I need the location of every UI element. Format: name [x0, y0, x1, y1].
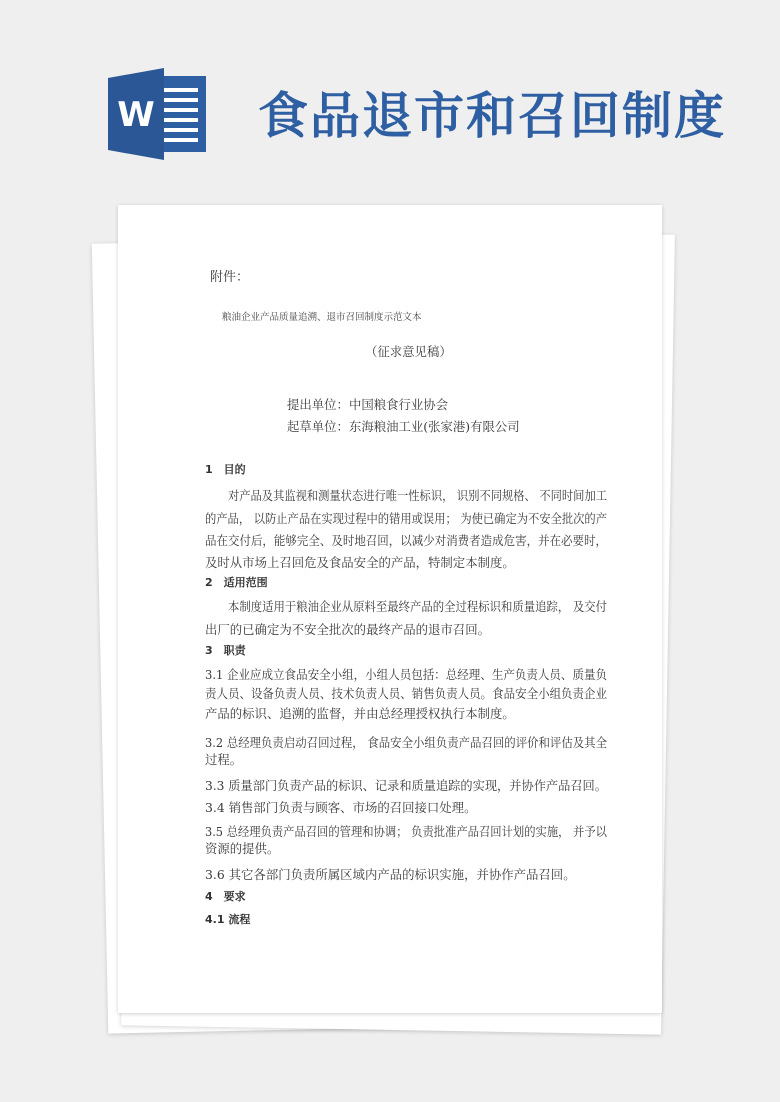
paragraph-line: 的产品， 以防止产品在实现过程中的错用或误用； 为使已确定为不安全批次的产	[205, 511, 607, 526]
paragraph-line: 责人员、设备负责人员、技术负责人员、销售负责人员。食品安全小组负责企业	[205, 686, 607, 701]
word-icon	[108, 68, 208, 160]
section-heading: 1 目的	[205, 463, 246, 476]
paragraph-line: 3.4 销售部门负责与顾客、市场的召回接口处理。	[205, 800, 477, 815]
section-heading: 4 要求	[205, 890, 246, 903]
paragraph-line: 出厂的已确定为不安全批次的最终产品的退市召回。	[205, 622, 490, 637]
section-heading: 4.1 流程	[205, 913, 251, 926]
paragraph-line: 资源的提供。	[205, 841, 280, 856]
paragraph-line: 过程。	[205, 752, 243, 767]
page-title: 食品退市和召回制度	[258, 86, 726, 145]
paragraph-line: 品在交付后，能够完全、及时地召回，以减少对消费者造成危害，并在必要时，	[205, 533, 607, 548]
attachment-label: 附件：	[210, 270, 250, 285]
doc-subtitle: 粮油企业产品质量追溯、退市召回制度示范文本	[222, 312, 422, 323]
section-heading: 2 适用范围	[205, 576, 268, 589]
paragraph-line: 3.5 总经理负责产品召回的管理和协调； 负责批准产品召回计划的实施， 并予以	[205, 824, 607, 839]
drafter: 起草单位：东海粮油工业(张家港)有限公司	[287, 419, 520, 434]
paragraph-line: 3.3 质量部门负责产品的标识、记录和质量追踪的实现，并协作产品召回。	[205, 778, 607, 793]
paragraph-line: 及时从市场上召回危及食品安全的产品，特制定本制度。	[205, 555, 515, 570]
paragraph-line: 本制度适用于粮油企业从原料至最终产品的全过程标识和质量追踪， 及交付	[228, 599, 607, 614]
paragraph-line: 产品的标识、追溯的监督，并由总经理授权执行本制度。	[205, 706, 515, 721]
svg-text:W: W	[117, 95, 155, 135]
section-heading: 3 职责	[205, 644, 246, 657]
draft-note: （征求意见稿）	[365, 344, 452, 359]
paragraph-line: 3.2 总经理负责启动召回过程， 食品安全小组负责产品召回的评价和评估及其全	[205, 735, 607, 750]
paragraph-line: 3.6 其它各部门负责所属区域内产品的标识实施，并协作产品召回。	[205, 867, 576, 882]
paragraph-line: 3.1 企业应成立食品安全小组，小组人员包括：总经理、生产负责人员、质量负	[205, 667, 607, 682]
paragraph-line: 对产品及其监视和测量状态进行唯一性标识， 识别不同规格、 不同时间加工	[228, 488, 607, 503]
proposer: 提出单位：中国粮食行业协会	[287, 397, 449, 412]
